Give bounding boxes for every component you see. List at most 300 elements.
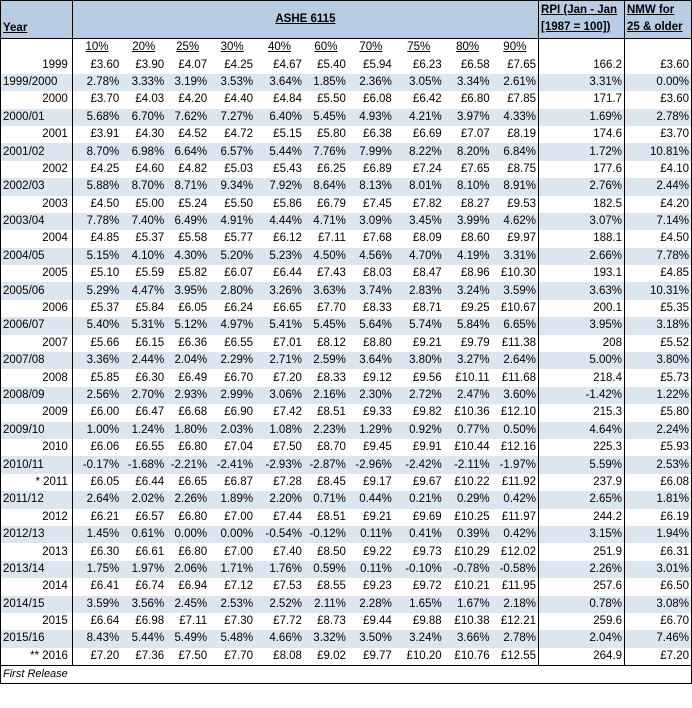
percentile-value-cell: £7.50 xyxy=(178,649,208,662)
percentile-value-cell: 2.61% xyxy=(492,74,539,91)
percentile-value-cell: £5.00 xyxy=(135,197,165,210)
percentile-value-cell: 4.19% xyxy=(444,248,492,265)
nmw-cell: £6.50 xyxy=(624,578,691,595)
percentile-value-cell: £6.38 xyxy=(363,128,392,141)
percentile-value-cell: £8.09 xyxy=(412,232,442,245)
percentile-value-cell: 1.24% xyxy=(121,422,166,439)
table-row xyxy=(1,91,692,108)
percentile-value-cell: 1.00% xyxy=(72,422,121,439)
percentile-value-cell: 3.31% xyxy=(492,248,539,265)
percentile-value-cell: 3.74% xyxy=(348,282,394,299)
percentile-value-cell: 6.98% xyxy=(121,143,166,160)
rpi-cell: 1.72% xyxy=(539,143,625,160)
table-row xyxy=(1,509,692,526)
percentile-value-cell: £9.97 xyxy=(492,230,539,247)
table-row xyxy=(1,456,692,473)
percentile-value-cell: 0.50% xyxy=(492,422,539,439)
table-row xyxy=(1,561,692,578)
rpi-cell: 244.2 xyxy=(539,509,625,526)
table-row xyxy=(1,230,692,247)
percentile-value-cell: £4.84 xyxy=(273,93,302,106)
percentile-value-cell: 3.95% xyxy=(166,282,209,299)
percentile-value-cell: -0.78% xyxy=(444,561,492,578)
percentile-value-cell: £7.68 xyxy=(363,232,392,245)
percentile-value-cell: -2.87% xyxy=(304,456,348,473)
percentile-value-cell: 0.00% xyxy=(166,526,209,543)
nmw-cell: 10.31% xyxy=(624,282,691,299)
year-cell: 2000 xyxy=(1,91,73,108)
percentile-value-cell: 2.04% xyxy=(166,352,209,369)
year-cell: 2010 xyxy=(1,439,73,456)
percentile-value-cell: 3.59% xyxy=(72,596,121,613)
percentile-value-cell: 4.93% xyxy=(348,109,394,126)
year-cell: 2012/13 xyxy=(1,526,73,543)
percentile-value-cell: £4.03 xyxy=(135,93,165,106)
percentile-value-cell: 3.64% xyxy=(255,74,304,91)
percentile-value-cell: £3.91 xyxy=(90,128,120,141)
year-cell xyxy=(1,39,73,57)
percentile-value-cell: £9.72 xyxy=(412,580,442,593)
percentile-value-cell: 0.71% xyxy=(304,491,348,508)
percentile-value-cell: 1.89% xyxy=(209,491,255,508)
percentile-value-cell: £8.71 xyxy=(412,302,442,315)
percentile-value-cell: £6.06 xyxy=(90,441,120,454)
percentile-value-cell: £6.47 xyxy=(135,406,165,419)
percentile-header: 20% xyxy=(132,41,156,54)
percentile-value-cell: 2.52% xyxy=(255,596,304,613)
nmw-cell: 3.18% xyxy=(624,317,691,334)
table-row xyxy=(1,404,692,421)
percentile-value-cell: £3.90 xyxy=(135,58,165,71)
nmw-cell: 2.53% xyxy=(624,456,691,473)
percentile-header: 90% xyxy=(492,39,539,57)
percentile-header: 10% xyxy=(85,41,109,54)
percentile-value-cell: £9.02 xyxy=(317,649,346,662)
nmw-cell: £5.80 xyxy=(624,404,691,421)
percentile-value-cell: £9.56 xyxy=(412,371,442,384)
percentile-value-cell: £5.10 xyxy=(90,267,120,280)
percentile-value-cell: 4.56% xyxy=(348,248,394,265)
nmw-cell: £6.19 xyxy=(624,509,691,526)
percentile-value-cell: 2.02% xyxy=(121,491,166,508)
percentile-value-cell: £10.44 xyxy=(454,441,490,454)
year-cell: 2015/16 xyxy=(1,630,73,647)
percentile-value-cell: 2.16% xyxy=(304,387,348,404)
percentile-value-cell: 6.70% xyxy=(121,109,166,126)
percentile-value-cell: £8.03 xyxy=(363,267,392,280)
percentile-value-cell: 0.77% xyxy=(444,422,492,439)
percentile-value-cell: £6.68 xyxy=(178,406,208,419)
year-cell: 2013/14 xyxy=(1,561,73,578)
percentile-value-cell: 1.75% xyxy=(72,561,121,578)
percentile-value-cell: £6.30 xyxy=(90,545,120,558)
percentile-value-cell: 6.49% xyxy=(166,213,209,230)
percentile-value-cell: £6.55 xyxy=(135,441,165,454)
percentile-value-cell: £6.36 xyxy=(178,336,208,349)
percentile-value-cell: £10.38 xyxy=(454,615,490,628)
percentile-value-cell: £6.89 xyxy=(363,162,392,175)
percentile-value-cell: £7.01 xyxy=(273,336,302,349)
percentile-value-cell: £7.11 xyxy=(317,232,346,245)
percentile-value-cell: £8.33 xyxy=(317,371,346,384)
percentile-value-cell: £12.10 xyxy=(492,404,539,421)
percentile-value-cell: 0.92% xyxy=(394,422,444,439)
year-cell: 2015 xyxy=(1,613,73,630)
table-row xyxy=(1,543,692,560)
nmw-cell: £5.73 xyxy=(624,369,691,386)
year-cell: 2004 xyxy=(1,230,73,247)
percentile-value-cell: £12.02 xyxy=(492,543,539,560)
percentile-value-cell: 3.56% xyxy=(121,596,166,613)
percentile-value-cell: 3.06% xyxy=(255,387,304,404)
percentile-value-cell: 2.36% xyxy=(348,74,394,91)
percentile-value-cell: £7.65 xyxy=(492,56,539,73)
percentile-value-cell: £10.21 xyxy=(454,580,490,593)
rpi-cell: 0.78% xyxy=(539,596,625,613)
table-row xyxy=(1,74,692,91)
percentile-value-cell: 2.26% xyxy=(166,491,209,508)
percentile-value-cell: £8.33 xyxy=(363,302,392,315)
year-cell: 2003/04 xyxy=(1,213,73,230)
percentile-value-cell: £9.33 xyxy=(363,406,392,419)
year-cell: 2001 xyxy=(1,126,73,143)
percentile-value-cell: £10.25 xyxy=(454,510,490,523)
percentile-value-cell: £4.25 xyxy=(90,162,120,175)
rpi-cell: 251.9 xyxy=(539,543,625,560)
percentile-value-cell: 0.11% xyxy=(348,561,394,578)
percentile-value-cell: £8.60 xyxy=(460,232,490,245)
percentile-value-cell: 8.70% xyxy=(72,143,121,160)
percentile-value-cell: £10.30 xyxy=(492,265,539,282)
percentile-value-cell: 3.19% xyxy=(166,74,209,91)
percentile-value-cell: £4.07 xyxy=(178,58,208,71)
percentile-value-cell: £5.24 xyxy=(178,197,208,210)
table-row xyxy=(1,578,692,595)
percentile-value-cell: £6.41 xyxy=(90,580,120,593)
nmw-column-header: NMW for 25 & older xyxy=(624,1,691,39)
percentile-value-cell: -2.96% xyxy=(348,456,394,473)
percentile-value-cell: £6.42 xyxy=(412,93,442,106)
percentile-value-cell: £7.11 xyxy=(179,615,208,628)
year-cell: 2010/11 xyxy=(1,456,73,473)
percentile-value-cell: £6.61 xyxy=(135,545,165,558)
percentile-value-cell: 2.53% xyxy=(209,596,255,613)
percentile-value-cell: £7.28 xyxy=(273,475,302,488)
rpi-cell: 166.2 xyxy=(539,56,625,73)
percentile-value-cell: 2.47% xyxy=(444,387,492,404)
year-cell: 2007 xyxy=(1,335,73,352)
percentile-value-cell: £5.66 xyxy=(90,336,120,349)
table-row xyxy=(1,352,692,369)
nmw-cell: 1.22% xyxy=(624,387,691,404)
percentile-header: 30% xyxy=(220,41,244,54)
percentile-value-cell: £5.15 xyxy=(273,128,302,141)
percentile-value-cell: £6.79 xyxy=(317,197,346,210)
table-row xyxy=(1,369,692,386)
percentile-value-cell: 4.50% xyxy=(304,248,348,265)
percentile-value-cell: 4.70% xyxy=(394,248,444,265)
percentile-value-cell: £9.44 xyxy=(363,615,392,628)
percentile-value-cell: 4.47% xyxy=(121,282,166,299)
table-row xyxy=(1,648,692,666)
percentile-value-cell: 4.44% xyxy=(255,213,304,230)
percentile-value-cell: £6.94 xyxy=(178,580,208,593)
percentile-value-cell: -1.97% xyxy=(492,456,539,473)
percentile-value-cell: 5.12% xyxy=(166,317,209,334)
percentile-value-cell: £7.44 xyxy=(273,510,302,523)
percentile-value-cell: 4.71% xyxy=(304,213,348,230)
percentile-value-cell: 8.64% xyxy=(304,178,348,195)
rpi-cell: 5.00% xyxy=(539,352,625,369)
percentile-value-cell: 0.29% xyxy=(444,491,492,508)
percentile-value-cell: 3.97% xyxy=(444,109,492,126)
percentile-value-cell: £9.21 xyxy=(363,510,392,523)
percentile-value-cell: £8.50 xyxy=(317,545,346,558)
percentile-value-cell: £5.58 xyxy=(178,232,208,245)
percentile-value-cell: £7.53 xyxy=(273,580,302,593)
percentile-value-cell: 3.09% xyxy=(348,213,394,230)
percentile-value-cell: -0.17% xyxy=(72,456,121,473)
percentile-value-cell: £7.12 xyxy=(224,580,254,593)
percentile-value-cell: 8.20% xyxy=(444,143,492,160)
percentile-value-cell: £6.05 xyxy=(90,475,120,488)
first-release-note: First Release xyxy=(1,666,167,684)
nmw-cell: 1.94% xyxy=(624,526,691,543)
rpi-cell: 3.07% xyxy=(539,213,625,230)
percentile-value-cell: 4.62% xyxy=(492,213,539,230)
nmw-cell: £6.70 xyxy=(624,613,691,630)
percentile-value-cell: 2.78% xyxy=(72,74,121,91)
rpi-cell: 237.9 xyxy=(539,474,625,491)
year-cell: 1999 xyxy=(1,56,73,73)
percentile-value-cell: £12.55 xyxy=(492,648,539,666)
nmw-cell xyxy=(624,39,691,57)
percentile-value-cell: 2.70% xyxy=(121,387,166,404)
percentile-value-cell: £8.19 xyxy=(492,126,539,143)
rpi-cell: 259.6 xyxy=(539,613,625,630)
percentile-value-cell: £9.73 xyxy=(412,545,442,558)
rpi-cell: 5.59% xyxy=(539,456,625,473)
percentile-value-cell: 1.80% xyxy=(166,422,209,439)
nmw-cell: £5.93 xyxy=(624,439,691,456)
percentile-value-cell: -2.11% xyxy=(444,456,492,473)
rpi-cell: 218.4 xyxy=(539,369,625,386)
percentile-value-cell: 2.56% xyxy=(72,387,121,404)
percentile-value-cell: 5.84% xyxy=(444,317,492,334)
table-row xyxy=(1,387,692,404)
percentile-value-cell: £9.22 xyxy=(363,545,392,558)
percentile-value-cell: £8.45 xyxy=(317,475,346,488)
percentile-value-cell: £6.21 xyxy=(90,510,120,523)
nmw-cell: 10.81% xyxy=(624,143,691,160)
percentile-value-cell: 2.29% xyxy=(209,352,255,369)
percentile-value-cell: 2.80% xyxy=(209,282,255,299)
percentile-value-cell: 0.61% xyxy=(121,526,166,543)
year-cell: 2008/09 xyxy=(1,387,73,404)
percentile-value-cell: 8.70% xyxy=(121,178,166,195)
percentile-value-cell: 1.76% xyxy=(255,561,304,578)
percentile-value-cell: 2.23% xyxy=(304,422,348,439)
percentile-value-cell: 2.93% xyxy=(166,387,209,404)
nmw-cell: 2.44% xyxy=(624,178,691,195)
percentile-value-cell: 0.42% xyxy=(492,526,539,543)
percentile-value-cell: £6.24 xyxy=(224,302,254,315)
percentile-value-cell: £6.64 xyxy=(90,615,120,628)
percentile-value-cell: -2.93% xyxy=(255,456,304,473)
percentile-value-cell: £7.70 xyxy=(224,649,254,662)
percentile-value-cell: £5.86 xyxy=(273,197,302,210)
percentile-value-cell: £8.51 xyxy=(317,406,346,419)
percentile-value-cell: 5.48% xyxy=(209,630,255,647)
percentile-value-cell: 8.10% xyxy=(444,178,492,195)
percentile-value-cell: £5.40 xyxy=(317,58,346,71)
percentile-value-cell: £9.79 xyxy=(460,336,490,349)
percentile-value-cell: 0.59% xyxy=(304,561,348,578)
percentile-value-cell: 5.44% xyxy=(255,143,304,160)
percentile-value-cell: £10.22 xyxy=(454,475,490,488)
percentile-value-cell: 0.00% xyxy=(209,526,255,543)
percentile-value-cell: 5.29% xyxy=(72,282,121,299)
percentile-value-cell: 2.71% xyxy=(255,352,304,369)
percentile-value-cell: 9.34% xyxy=(209,178,255,195)
year-cell: 2007/08 xyxy=(1,352,73,369)
percentile-value-cell: £9.12 xyxy=(363,371,392,384)
percentile-value-cell: 4.66% xyxy=(255,630,304,647)
nmw-cell: 3.08% xyxy=(624,596,691,613)
percentile-value-cell: £6.90 xyxy=(224,406,254,419)
percentile-value-cell: £7.43 xyxy=(317,267,346,280)
table-row xyxy=(1,196,692,213)
percentile-value-cell: 7.92% xyxy=(255,178,304,195)
footer-spacer xyxy=(539,666,692,684)
nmw-cell: 1.81% xyxy=(624,491,691,508)
percentile-value-cell: £7.04 xyxy=(224,441,254,454)
year-cell: 2001/02 xyxy=(1,143,73,160)
percentile-value-cell: 1.97% xyxy=(121,561,166,578)
year-cell: 2000/01 xyxy=(1,109,73,126)
year-cell: 2002/03 xyxy=(1,178,73,195)
table-row xyxy=(1,143,692,160)
percentile-value-cell: -1.68% xyxy=(121,456,166,473)
percentile-value-cell: 8.71% xyxy=(166,178,209,195)
percentile-value-cell: 7.40% xyxy=(121,213,166,230)
year-cell: 2009/10 xyxy=(1,422,73,439)
percentile-value-cell: £6.00 xyxy=(90,406,120,419)
percentile-value-cell: 3.27% xyxy=(444,352,492,369)
rpi-cell: 3.15% xyxy=(539,526,625,543)
percentile-value-cell: £6.23 xyxy=(412,58,442,71)
percentile-value-cell: £6.87 xyxy=(224,475,254,488)
percentile-value-cell: £7.20 xyxy=(273,371,302,384)
percentile-value-cell: 2.11% xyxy=(304,596,348,613)
percentile-value-cell: 5.68% xyxy=(72,109,121,126)
percentile-value-cell: £6.74 xyxy=(135,580,165,593)
percentile-value-cell: £8.75 xyxy=(492,161,539,178)
percentile-value-cell: 3.26% xyxy=(255,282,304,299)
percentile-value-cell: £11.68 xyxy=(492,369,539,386)
percentile-value-cell: 3.59% xyxy=(492,282,539,299)
year-cell: 2005/06 xyxy=(1,282,73,299)
nmw-cell: £3.70 xyxy=(624,126,691,143)
percentile-value-cell: £5.37 xyxy=(90,302,120,315)
nmw-cell: £5.52 xyxy=(624,335,691,352)
percentile-value-cell: 5.15% xyxy=(72,248,121,265)
percentile-value-cell: 5.45% xyxy=(304,109,348,126)
percentile-value-cell: 2.44% xyxy=(121,352,166,369)
percentile-value-cell: £9.67 xyxy=(412,475,442,488)
percentile-value-cell: £7.40 xyxy=(273,545,302,558)
percentile-value-cell: 4.30% xyxy=(166,248,209,265)
percentile-value-cell: 0.11% xyxy=(348,526,394,543)
nmw-cell: 7.78% xyxy=(624,248,691,265)
year-cell: 2002 xyxy=(1,161,73,178)
percentile-value-cell: £8.70 xyxy=(317,441,346,454)
percentile-value-cell: 3.32% xyxy=(304,630,348,647)
percentile-value-cell: 5.64% xyxy=(348,317,394,334)
percentile-value-cell: £6.49 xyxy=(178,371,208,384)
percentile-value-cell: £6.70 xyxy=(224,371,254,384)
nmw-cell: 0.00% xyxy=(624,74,691,91)
rpi-cell: -1.42% xyxy=(539,387,625,404)
percentile-value-cell: £4.67 xyxy=(273,58,302,71)
table-row xyxy=(1,213,692,230)
rpi-cell: 208 xyxy=(539,335,625,352)
percentile-value-cell: 7.76% xyxy=(304,143,348,160)
year-cell: ** 2016 xyxy=(1,648,73,666)
percentile-value-cell: £9.17 xyxy=(363,475,392,488)
year-cell: 2008 xyxy=(1,369,73,386)
nmw-cell: 2.78% xyxy=(624,109,691,126)
percentile-value-cell: £6.80 xyxy=(178,545,208,558)
percentile-value-cell: £7.00 xyxy=(224,510,254,523)
table-row xyxy=(1,161,692,178)
rpi-column-header: RPI (Jan - Jan [1987 = 100]) xyxy=(539,1,625,39)
percentile-value-cell: £7.82 xyxy=(412,197,442,210)
table-row xyxy=(1,491,692,508)
percentile-value-cell: 3.24% xyxy=(394,630,444,647)
percentile-value-cell: £6.25 xyxy=(317,162,346,175)
percentile-value-cell: 1.67% xyxy=(444,596,492,613)
table-row xyxy=(1,317,692,334)
percentile-value-cell: £3.70 xyxy=(90,93,120,106)
percentile-value-cell: £8.27 xyxy=(460,197,490,210)
table-row xyxy=(1,526,692,543)
percentile-value-cell: £9.69 xyxy=(412,510,442,523)
percentile-value-cell: £4.72 xyxy=(224,128,254,141)
percentile-value-cell: 3.66% xyxy=(444,630,492,647)
nmw-cell: £3.60 xyxy=(624,56,691,73)
nmw-cell: £4.50 xyxy=(624,230,691,247)
percentile-value-cell: £10.11 xyxy=(455,371,490,384)
percentile-value-cell: £7.45 xyxy=(363,197,392,210)
percentile-value-cell: £5.85 xyxy=(90,371,120,384)
percentile-value-cell: £9.23 xyxy=(363,580,392,593)
percentile-value-cell: £10.20 xyxy=(406,649,442,662)
table-row xyxy=(1,439,692,456)
year-column-header: Year xyxy=(1,1,73,39)
rpi-cell: 2.66% xyxy=(539,248,625,265)
rpi-cell: 225.3 xyxy=(539,439,625,456)
percentile-value-cell: £4.85 xyxy=(90,232,120,245)
nmw-cell: 2.24% xyxy=(624,422,691,439)
percentile-value-cell: £8.55 xyxy=(317,580,346,593)
percentile-value-cell: -2.41% xyxy=(209,456,255,473)
year-cell: 2005 xyxy=(1,265,73,282)
percentile-value-cell: £6.12 xyxy=(273,232,302,245)
year-cell: 2014/15 xyxy=(1,596,73,613)
percentile-value-cell: £5.59 xyxy=(135,267,165,280)
percentile-header-row xyxy=(1,39,692,57)
